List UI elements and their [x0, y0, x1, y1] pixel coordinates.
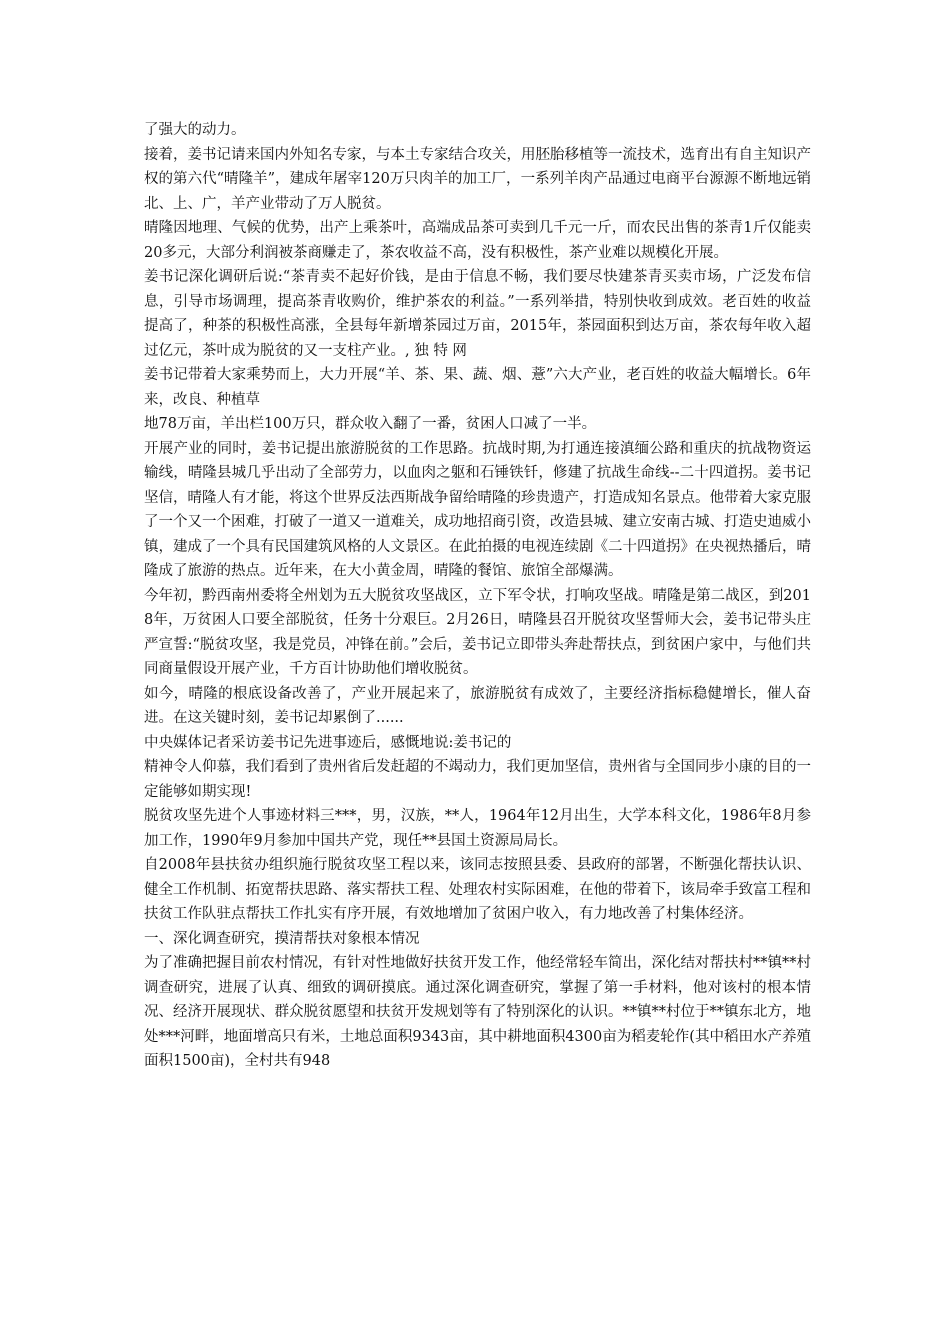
paragraph: 姜书记深化调研后说:“茶青卖不起好价钱，是由于信息不畅，我们要尽快建茶青买卖市场，广泛发布信息，引导市场调理，提高茶青收购价，维护茶农的利益。”一系列举措，特别快收到成效。老百姓的收益提高了，种茶的积极性高涨，全县每年新增茶园过万亩，2015年，茶园面积到达万亩，茶农每年收入超过亿元，茶叶成为脱贫的又一支柱产业。, 独 特 网	[144, 269, 811, 359]
document-page	[144, 118, 811, 1074]
paragraph: 为了准确把握目前农村情况，有针对性地做好扶贫开发工作，他经常轻车简出，深化结对帮扶村**镇**村调查研究，进展了认真、细致的调研摸底。通过深化调查研究，掌握了第一手材料，他对该村的根本情况、经济开展现状、群众脱贫愿望和扶贫开发规划等有了特别深化的认识。**镇**村位于**镇东北方，地处***河畔，地面增高只有米，土地总面积9343亩，其中耕地面积4300亩为稻麦轮作(其中稻田水产养殖面积1500亩)，全村共有948	[144, 955, 811, 1069]
paragraph: 自2008年县扶贫办组织施行脱贫攻坚工程以来，该同志按照县委、县政府的部署，不断强化帮扶认识、健全工作机制、拓宽帮扶思路、落实帮扶工程、处理农村实际困难，在他的带着下，该局牵手致富工程和扶贫工作队驻点帮扶工作扎实有序开展，有效地增加了贫困户收入，有力地改善了村集体经济。	[144, 857, 811, 922]
paragraph: 如今，晴隆的根底设备改善了，产业开展起来了，旅游脱贫有成效了，主要经济指标稳健增长，催人奋进。在这关键时刻，姜书记却累倒了......	[144, 685, 811, 726]
paragraph: 开展产业的同时，姜书记提出旅游脱贫的工作思路。抗战时期,为打通连接滇缅公路和重庆的抗战物资运输线，晴隆县城几乎出动了全部劳力，以血肉之躯和石锤铁钎，修建了抗战生命线--二十四道拐。姜书记坚信，晴隆人有才能，将这个世界反法西斯战争留给晴隆的珍贵遗产，打造成知名景点。他带着大家克服了一个又一个困难，打破了一道又一道难关，成功地招商引资，改造县城、建立安南古城、打造史迪威小镇，建成了一个具有民国建筑风格的人文景区。在此拍摄的电视连续剧《二十四道拐》在央视热播后，晴隆成了旅游的热点。近年来，在大小黄金周，晴隆的餐馆、旅馆全部爆满。	[144, 440, 811, 579]
paragraph: 晴隆因地理、气候的优势，出产上乘茶叶，高端成品茶可卖到几千元一斤，而农民出售的茶青1斤仅能卖20多元，大部分利润被茶商赚走了，茶农收益不高，没有积极性，茶产业难以规模化开展。	[144, 220, 811, 261]
paragraph: 了强大的动力。	[144, 122, 246, 138]
paragraph: 今年初，黔西南州委将全州划为五大脱贫攻坚战区，立下军令状，打响攻坚战。晴隆是第二战区，到2018年，万贫困人口要全部脱贫，任务十分艰巨。2月26日，晴隆县召开脱贫攻坚誓师大会，姜书记带头庄严宣誓:“脱贫攻坚，我是党员，冲锋在前。”会后，姜书记立即带头奔赴帮扶点，到贫困户家中，与他们共同商量假设开展产业，千方百计协助他们增收脱贫。	[144, 587, 811, 677]
paragraph: 姜书记带着大家乘势而上，大力开展“羊、茶、果、蔬、烟、薏”六大产业，老百姓的收益大幅增长。6年来，改良、种植草	[144, 367, 811, 408]
section-heading: 一、深化调查研究，摸清帮扶对象根本情况	[144, 930, 420, 947]
paragraph: 地78万亩，羊出栏100万只，群众收入翻了一番，贫困人口减了一半。	[144, 416, 597, 432]
paragraph: 精神令人仰慕，我们看到了贵州省后发赶超的不竭动力，我们更加坚信，贵州省与全国同步小康的目的一定能够如期实现!	[144, 759, 811, 800]
paragraph: 接着，姜书记请来国内外知名专家，与本土专家结合攻关，用胚胎移植等一流技术，选育出有自主知识产权的第六代“晴隆羊”，建成年屠宰120万只肉羊的加工厂，一系列羊肉产品通过电商平台源源不断地远销北、上、广，羊产业带动了万人脱贫。	[144, 146, 811, 212]
paragraph: 脱贫攻坚先进个人事迹材料三***，男，汉族，**人，1964年12月出生，大学本科文化，1986年8月参加工作，1990年9月参加中国共产党，现任**县国土资源局局长。	[144, 808, 811, 849]
paragraph: 中央媒体记者采访姜书记先进事迹后，感慨地说:姜书记的	[144, 734, 512, 751]
